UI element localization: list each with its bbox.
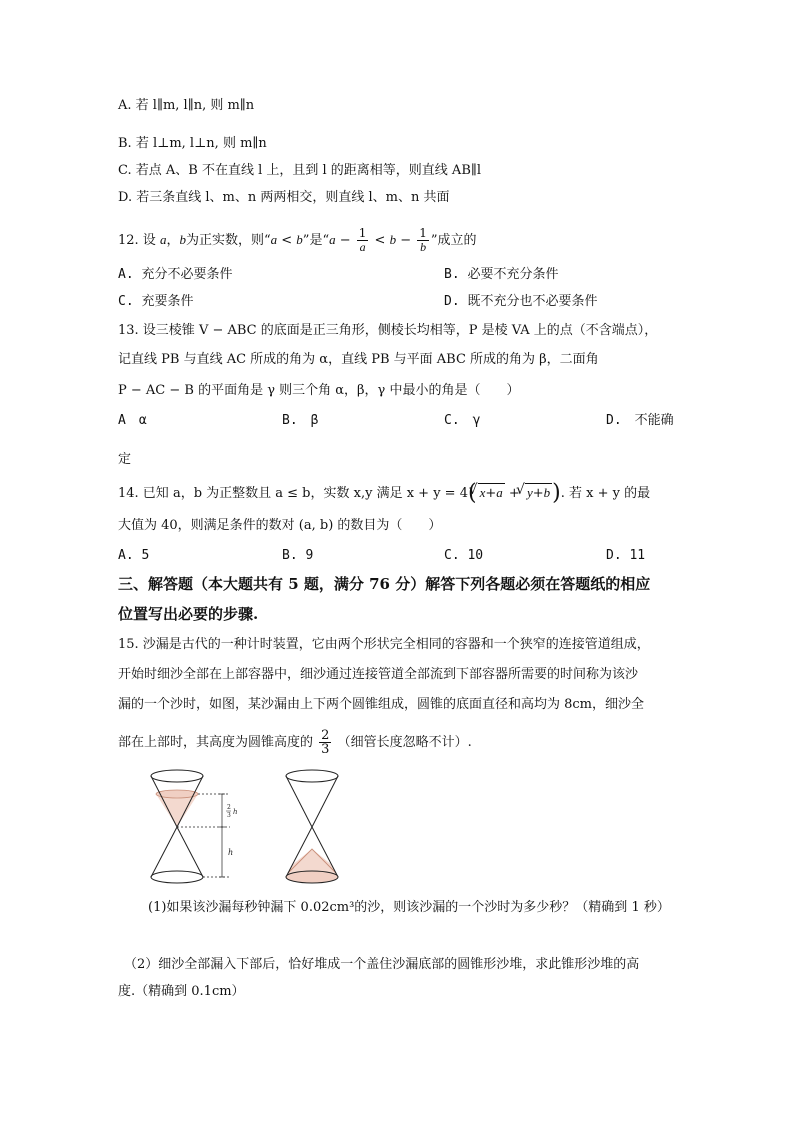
q13-line-2: 记直线 PB 与直线 AC 所成的角为 α，直线 PB 与平面 ABC 所成的角为 β，二面角: [118, 352, 599, 367]
hourglass-figure: [140, 765, 360, 890]
section-heading-line-1: 三、解答题（本大题共有 5 题，满分 76 分）解答下列各题必须在答题纸的相应: [118, 575, 651, 593]
q13-option-d-continued: 定: [118, 452, 132, 467]
fraction-two-thirds: $\frac{2}{3}$: [321, 728, 330, 757]
q15-line-1: 15. 沙漏是古代的一种计时装置，它由两个形状完全相同的容器和一个狭窄的连接管道组成，: [118, 637, 650, 652]
label-h: h: [228, 848, 234, 857]
q15-subquestion-2-line-2: 度.（精确到 0.1cm）: [118, 984, 245, 999]
q11-option-a: A. 若 l∥m, l∥n, 则 m∥n: [118, 98, 255, 113]
section-heading-line-2: 位置写出必要的步骤.: [118, 605, 259, 623]
q14-option-a: A. 5: [118, 548, 150, 563]
q11-option-b: B. 若 l⊥m, l⊥n, 则 m∥n: [118, 136, 267, 151]
q12-option-a: A. 充分不必要条件: [118, 267, 233, 282]
label-two-thirds-h: 2: [227, 804, 231, 811]
sqrt-y-plus-b: √ y+b: [525, 483, 552, 503]
q14-option-d: D. 11: [606, 548, 646, 563]
q15-line-2: 开始时细沙全部在上部容器中，细沙通过连接管道全部流到下部容器所需要的时间称为该沙: [118, 667, 639, 682]
q15-line-4: 部在上部时，其高度为圆锥高度的 $\frac{2}{3}$ （细管长度忽略不计）.: [118, 728, 472, 757]
sqrt-x-plus-a: √ x+a: [478, 483, 505, 503]
q15-line-3: 漏的一个沙时，如图，某沙漏由上下两个圆锥组成，圆锥的底面直径和高均为 8cm，细沙全: [118, 697, 645, 712]
q13-option-b: B. β: [282, 413, 319, 428]
q12-option-c: C. 充要条件: [118, 294, 194, 309]
fraction-1-over-a: $\frac{1}{a}$: [358, 226, 367, 254]
q15-subquestion-1: (1)如果该沙漏每秒钟漏下 0.02cm³的沙，则该沙漏的一个沙时为多少秒？（精确到 1 秒）: [148, 900, 670, 915]
q14-line-2: 大值为 40，则满足条件的数对 (a, b) 的数目为（ ）: [118, 518, 442, 533]
q13-option-c: C. γ: [444, 413, 481, 428]
q13-option-d: D. 不能确: [606, 413, 674, 428]
svg-text:3: 3: [227, 812, 231, 819]
q13-line-1: 13. 设三棱锥 V − ABC 的底面是正三角形，侧棱长均相等，P 是棱 VA 上的点（不含端点），: [118, 323, 658, 338]
fraction-1-over-b: $\frac{1}{b}$: [419, 226, 427, 254]
hourglass-right: [286, 770, 338, 883]
q12-option-d: D. 既不充分也不必要条件: [444, 294, 598, 309]
q14-option-b: B. 9: [282, 548, 314, 563]
q11-option-c: C. 若点 A、B 不在直线 l 上，且到 l 的距离相等，则直线 AB∥l: [118, 163, 482, 178]
q14-line-1: 14. 已知 a，b 为正整数且 a ≤ b，实数 x,y 满足 x + y = 4(√ x+a + √ y+b). 若 x + y 的最: [118, 483, 650, 503]
q12-option-b: B. 必要不充分条件: [444, 267, 559, 282]
q11-option-d: D. 若三条直线 l、m、n 两两相交，则直线 l、m、n 共面: [118, 190, 450, 205]
q13-option-a: A α: [118, 413, 147, 428]
q15-subquestion-2-line-1: （2）细沙全部漏入下部后，恰好堆成一个盖住沙漏底部的圆锥形沙堆，求此锥形沙堆的高: [124, 957, 640, 972]
q12-stem: 12. 设 a，b为正实数，则“a < b”是“a − $\frac{1}{a}$ < b − $\frac{1}{b}$ ”成立的: [118, 226, 477, 254]
hourglass-left: [151, 770, 238, 883]
q14-option-c: C. 10: [444, 548, 484, 563]
q13-line-3: P − AC − B 的平面角是 γ 则三个角 α，β，γ 中最小的角是（ ）: [118, 383, 520, 398]
svg-text:h: h: [233, 808, 238, 816]
sand-top-surface: [156, 790, 198, 798]
